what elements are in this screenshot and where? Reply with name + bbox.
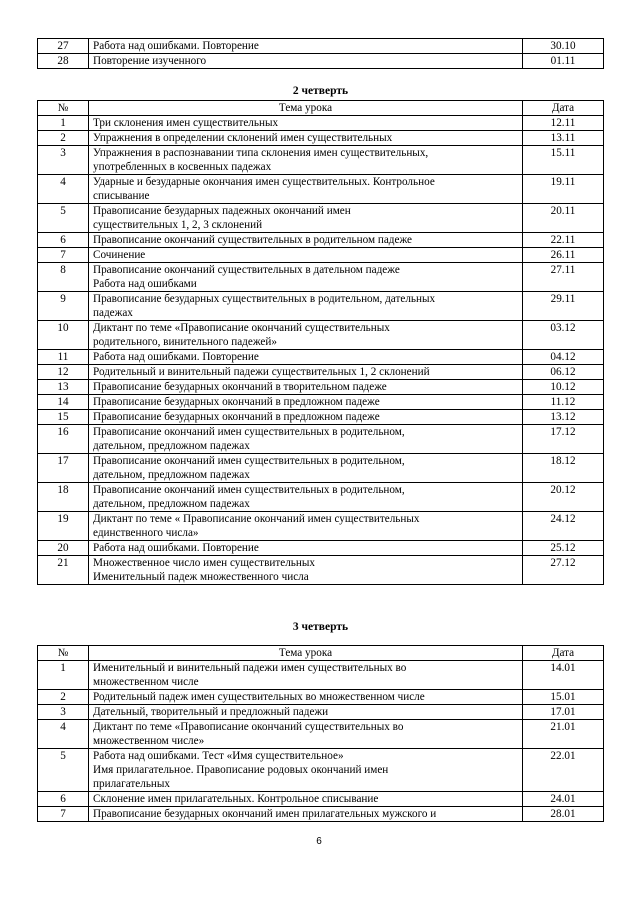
lesson-topic-line: Упражнения в распознавании типа склонения имен существительных,: [93, 147, 429, 159]
lesson-number: 1: [38, 661, 89, 690]
table-row: [38, 556, 604, 585]
lesson-number: 28: [38, 54, 89, 69]
lesson-topic: [89, 116, 523, 131]
lesson-topic: [89, 792, 523, 807]
lesson-topic-line: Работа над ошибками. Повторение: [93, 40, 259, 52]
page-number: 6: [316, 836, 322, 847]
lesson-topic-line: дательном, предложном падежах: [93, 469, 250, 481]
lesson-date: 27.11: [523, 263, 604, 292]
table-body-top: [38, 39, 604, 69]
lesson-topic-line: Именительный падеж множественного числа: [93, 571, 309, 583]
lesson-topic-line: дательном, предложном падежах: [93, 498, 250, 510]
header-topic: Тема урока: [89, 101, 523, 116]
lesson-number: 6: [38, 792, 89, 807]
table-row: [38, 410, 604, 425]
lesson-number: 14: [38, 395, 89, 410]
table-row: [38, 116, 604, 131]
table-body-quarter-2: [38, 101, 604, 585]
lesson-date: 06.12: [523, 365, 604, 380]
lesson-topic: [89, 131, 523, 146]
lesson-number: 4: [38, 175, 89, 204]
lesson-topic-line: Родительный и винительный падежи существительных 1, 2 склонений: [93, 366, 430, 378]
lesson-topic-line: Работа над ошибками. Повторение: [93, 542, 259, 554]
lesson-number: 15: [38, 410, 89, 425]
table-row: [38, 690, 604, 705]
lesson-date: 18.12: [523, 454, 604, 483]
lesson-topic: [89, 39, 523, 54]
table-row: [38, 263, 604, 292]
table-row: [38, 350, 604, 365]
lesson-topic-line: Повторение изученного: [93, 55, 207, 67]
lesson-topic-line: существительных 1, 2, 3 склонений: [93, 219, 263, 231]
lesson-topic: [89, 248, 523, 263]
lesson-date: 15.01: [523, 690, 604, 705]
table-row: [38, 705, 604, 720]
lesson-topic: [89, 54, 523, 69]
lesson-topic: [89, 410, 523, 425]
lesson-topic-line: Упражнения в определении склонений имен существительных: [93, 132, 393, 144]
lesson-topic: [89, 541, 523, 556]
header-number: №: [38, 646, 89, 661]
lesson-date: 19.11: [523, 175, 604, 204]
quarter-3-title: 3 четверть: [292, 621, 349, 633]
lesson-topic: [89, 690, 523, 705]
table-row: [38, 292, 604, 321]
lesson-topic-line: Ударные и безударные окончания имен существительных. Контрольное: [93, 176, 435, 188]
lesson-topic: [89, 807, 523, 822]
lesson-topic-line: употребленных в косвенных падежах: [93, 161, 272, 173]
lesson-number: 18: [38, 483, 89, 512]
lesson-topic: [89, 350, 523, 365]
lesson-number: 21: [38, 556, 89, 585]
lesson-number: 5: [38, 749, 89, 792]
lesson-topic: [89, 556, 523, 585]
lesson-date: 21.01: [523, 720, 604, 749]
lesson-topic: [89, 512, 523, 541]
lesson-number: 12: [38, 365, 89, 380]
table-header-row: [38, 646, 604, 661]
table-row: [38, 175, 604, 204]
lesson-table-quarter-3: [37, 645, 604, 822]
table-row: [38, 54, 604, 69]
lesson-topic-line: Диктант по теме «Правописание окончаний существительных во: [93, 721, 404, 733]
lesson-topic: [89, 263, 523, 292]
lesson-topic-line: родительного, винительного падежей»: [93, 336, 277, 348]
lesson-date: 17.12: [523, 425, 604, 454]
lesson-topic: [89, 321, 523, 350]
lesson-date: 13.12: [523, 410, 604, 425]
lesson-topic-line: множественном числе»: [93, 735, 205, 747]
lesson-date: 03.12: [523, 321, 604, 350]
lesson-topic: [89, 395, 523, 410]
table-row: [38, 395, 604, 410]
lesson-date: 11.12: [523, 395, 604, 410]
header-date: Дата: [523, 646, 604, 661]
lesson-topic-line: Три склонения имен существительных: [93, 117, 279, 129]
lesson-number: 1: [38, 116, 89, 131]
lesson-date: 25.12: [523, 541, 604, 556]
lesson-date: 20.11: [523, 204, 604, 233]
lesson-topic: [89, 146, 523, 175]
lesson-date: 22.11: [523, 233, 604, 248]
table-row: [38, 248, 604, 263]
lesson-topic-line: дательном, предложном падежах: [93, 440, 250, 452]
table-row: [38, 365, 604, 380]
table-row: [38, 792, 604, 807]
lesson-topic-line: Склонение имен прилагательных. Контрольное списывание: [93, 793, 379, 805]
table-row: [38, 39, 604, 54]
table-row: [38, 321, 604, 350]
lesson-date: 27.12: [523, 556, 604, 585]
table-row: [38, 454, 604, 483]
lesson-number: 7: [38, 807, 89, 822]
lesson-topic-line: Правописание безударных окончаний в творительном падеже: [93, 381, 387, 393]
lesson-number: 27: [38, 39, 89, 54]
lesson-topic-line: Диктант по теме «Правописание окончаний существительных: [93, 322, 390, 334]
lesson-topic-line: Работа над ошибками: [93, 278, 197, 290]
table-row: [38, 204, 604, 233]
lesson-date: 22.01: [523, 749, 604, 792]
lesson-date: 12.11: [523, 116, 604, 131]
lesson-topic-line: Правописание безударных окончаний имен прилагательных мужского и: [93, 808, 437, 820]
lesson-number: 17: [38, 454, 89, 483]
lesson-topic-line: Имя прилагательное. Правописание родовых окончаний имен: [93, 764, 389, 776]
lesson-topic: [89, 233, 523, 248]
lesson-date: 10.12: [523, 380, 604, 395]
lesson-topic-line: падежах: [93, 307, 133, 319]
table-row: [38, 425, 604, 454]
lesson-topic-line: Дательный, творительный и предложный падежи: [93, 706, 329, 718]
table-row: [38, 807, 604, 822]
lesson-date: 15.11: [523, 146, 604, 175]
header-topic: Тема урока: [89, 646, 523, 661]
lesson-topic-line: Правописание окончаний существительных в дательном падеже: [93, 264, 400, 276]
lesson-topic: [89, 292, 523, 321]
lesson-topic-line: Работа над ошибками. Тест «Имя существительное»: [93, 750, 344, 762]
lesson-date: 04.12: [523, 350, 604, 365]
lesson-date: 17.01: [523, 705, 604, 720]
lesson-topic-line: Множественное число имен существительных: [93, 557, 315, 569]
table-row: [38, 512, 604, 541]
lesson-topic-line: Правописание окончаний имен существительных в родительном,: [93, 484, 405, 496]
lesson-topic: [89, 454, 523, 483]
lesson-number: 2: [38, 131, 89, 146]
lesson-topic-line: Сочинение: [93, 249, 146, 261]
lesson-topic: [89, 720, 523, 749]
lesson-topic-line: Правописание окончаний имен существительных в родительном,: [93, 426, 405, 438]
lesson-number: 3: [38, 705, 89, 720]
lesson-topic-line: списывание: [93, 190, 150, 202]
lesson-topic-line: Именительный и винительный падежи имен существительных во: [93, 662, 407, 674]
lesson-number: 9: [38, 292, 89, 321]
lesson-date: 26.11: [523, 248, 604, 263]
lesson-topic-line: Правописание безударных падежных окончаний имен: [93, 205, 351, 217]
lesson-date: 24.12: [523, 512, 604, 541]
table-row: [38, 131, 604, 146]
table-row: [38, 661, 604, 690]
lesson-number: 4: [38, 720, 89, 749]
table-row: [38, 541, 604, 556]
lesson-number: 19: [38, 512, 89, 541]
table-body-quarter-3: [38, 646, 604, 822]
lesson-topic: [89, 705, 523, 720]
lesson-number: 3: [38, 146, 89, 175]
lesson-number: 20: [38, 541, 89, 556]
header-date: Дата: [523, 101, 604, 116]
lesson-number: 5: [38, 204, 89, 233]
lesson-topic: [89, 425, 523, 454]
lesson-topic: [89, 483, 523, 512]
lesson-date: 29.11: [523, 292, 604, 321]
lesson-number: 13: [38, 380, 89, 395]
lesson-date: 24.01: [523, 792, 604, 807]
lesson-topic: [89, 175, 523, 204]
header-number: №: [38, 101, 89, 116]
quarter-2-title: 2 четверть: [292, 85, 349, 97]
table-row: [38, 720, 604, 749]
lesson-topic-line: Диктант по теме « Правописание окончаний имен существительных: [93, 513, 420, 525]
lesson-topic-line: Правописание безударных окончаний в предложном падеже: [93, 411, 380, 423]
lesson-number: 10: [38, 321, 89, 350]
table-row: [38, 233, 604, 248]
table-row: [38, 146, 604, 175]
lesson-date: 20.12: [523, 483, 604, 512]
lesson-number: 11: [38, 350, 89, 365]
lesson-topic: [89, 204, 523, 233]
lesson-topic: [89, 749, 523, 792]
lesson-number: 16: [38, 425, 89, 454]
table-row: [38, 749, 604, 792]
lesson-number: 2: [38, 690, 89, 705]
lesson-date: 28.01: [523, 807, 604, 822]
lesson-table-quarter-2: [37, 100, 604, 585]
table-header-row: [38, 101, 604, 116]
lesson-date: 01.11: [523, 54, 604, 69]
table-row: [38, 380, 604, 395]
lesson-topic-line: Правописание безударных существительных в родительном, дательных: [93, 293, 436, 305]
table-row: [38, 483, 604, 512]
lesson-date: 13.11: [523, 131, 604, 146]
lesson-date: 30.10: [523, 39, 604, 54]
lesson-topic-line: Родительный падеж имен существительных во множественном числе: [93, 691, 425, 703]
lesson-topic-line: множественном числе: [93, 676, 199, 688]
lesson-table-continued: [37, 38, 604, 69]
lesson-topic-line: Правописание окончаний существительных в родительном падеже: [93, 234, 413, 246]
lesson-topic-line: Правописание окончаний имен существительных в родительном,: [93, 455, 405, 467]
lesson-number: 8: [38, 263, 89, 292]
lesson-number: 6: [38, 233, 89, 248]
lesson-topic: [89, 661, 523, 690]
lesson-topic-line: Правописание безударных окончаний в предложном падеже: [93, 396, 380, 408]
lesson-topic-line: единственного числа»: [93, 527, 199, 539]
lesson-topic: [89, 365, 523, 380]
lesson-date: 14.01: [523, 661, 604, 690]
lesson-topic-line: Работа над ошибками. Повторение: [93, 351, 259, 363]
lesson-number: 7: [38, 248, 89, 263]
lesson-topic: [89, 380, 523, 395]
lesson-topic-line: прилагательных: [93, 778, 171, 790]
